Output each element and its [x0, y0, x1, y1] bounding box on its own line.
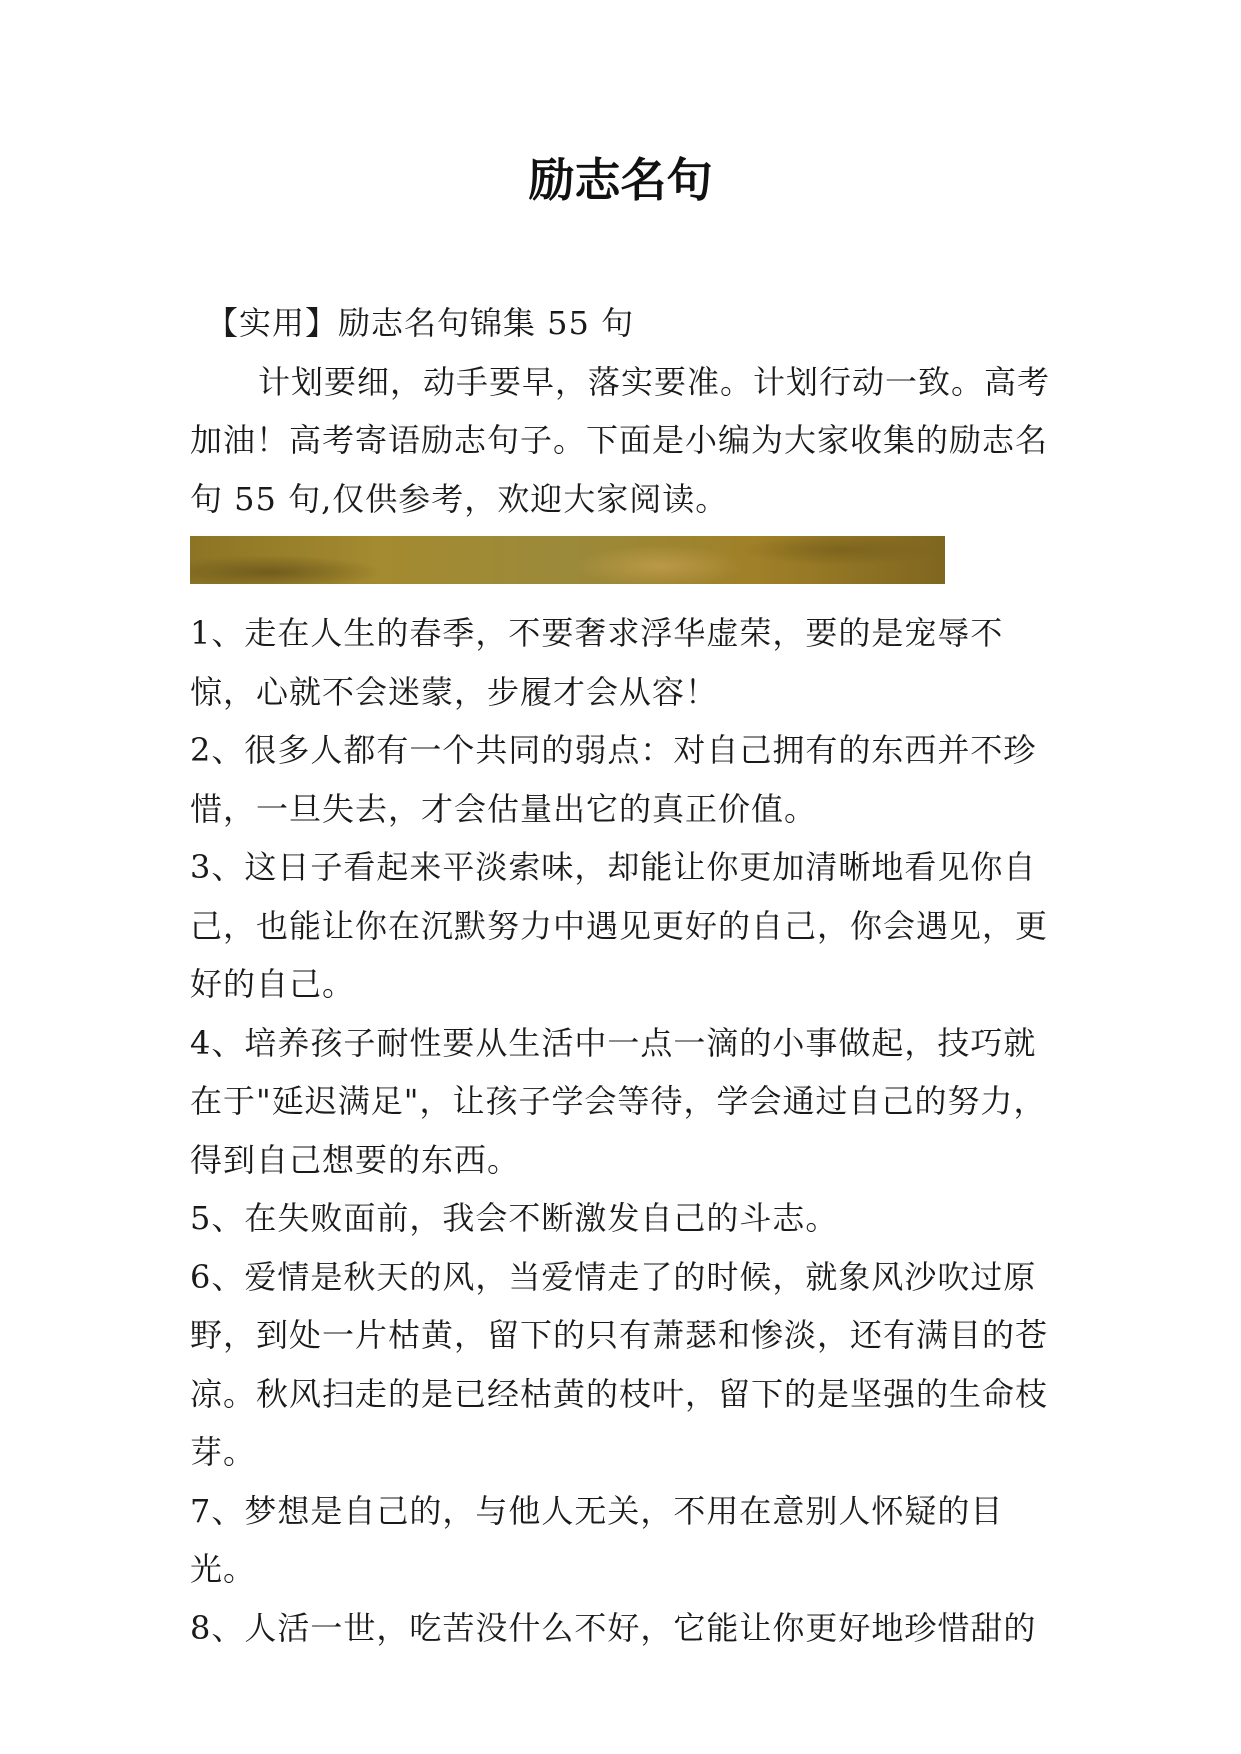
document-body — [190, 294, 1060, 1657]
decorative-banner-image — [190, 536, 945, 584]
document-subtitle: 【实用】励志名句锦集 55 句 — [206, 304, 635, 342]
quote-item: 1、走在人生的春季，不要奢求浮华虚荣，要的是宠辱不惊，心就不会迷蒙，步履才会从容！ — [190, 614, 1004, 711]
quote-item: 7、梦想是自己的，与他人无关，不用在意别人怀疑的目光。 — [190, 1491, 1004, 1588]
quote-item: 3、这日子看起来平淡索味，却能让你更加清晰地看见你自己，也能让你在沉默努力中遇见更好的自己，你会遇见，更好的自己。 — [190, 848, 1049, 1003]
quote-item: 2、很多人都有一个共同的弱点：对自己拥有的东西并不珍惜，一旦失去，才会估量出它的真正价值。 — [190, 731, 1037, 828]
quote-item: 4、培养孩子耐性要从生活中一点一滴的小事做起，技巧就在于"延迟满足"，让孩子学会等待，学会通过自己的努力，得到自己想要的东西。 — [190, 1023, 1047, 1179]
page-title: 励志名句 — [528, 153, 713, 207]
quote-item: 6、爱情是秋天的风，当爱情走了的时候，就象风沙吹过原野，到处一片枯黄，留下的只有萧瑟和惨淡，还有满目的苍凉。秋风扫走的是已经枯黄的枝叶，留下的是坚强的生命枝芽。 — [190, 1257, 1049, 1471]
quote-item: 8、人活一世，吃苦没什么不好，它能让你更好地珍惜甜的 — [190, 1608, 1037, 1647]
quote-item: 5、在失败面前，我会不断激发自己的斗志。 — [190, 1199, 839, 1237]
intro-paragraph: 计划要细，动手要早，落实要准。计划行动一致。高考加油！高考寄语励志句子。下面是小编为大家收集的励志名句 55 句,仅供参考，欢迎大家阅读。 — [190, 362, 1051, 518]
